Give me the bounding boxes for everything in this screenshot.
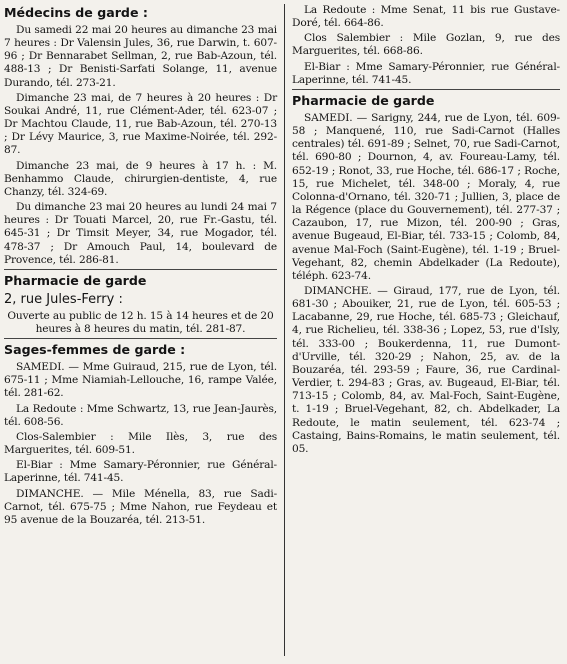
medecins-paragraph: Dimanche 23 mai, de 9 heures à 17 h. : M. Benhammo Claude, chirurgien-dentiste, 4, rue Chanzy, tél. 324-69.	[4, 159, 277, 198]
pharmacie-heading: Pharmacie de garde	[4, 272, 147, 288]
section-divider	[292, 89, 560, 90]
pharmacie-paragraph: SAMEDI. — Sarigny, 244, rue de Lyon, tél. 609-58 ; Manquené, 110, rue Sadi-Carnot (Halles centrales) tél. 691-89 ; Selnet, 70, rue Sadi-Carnot, tél. 690-80 ; Dournon, 4, av. Foureau-Lamy, tél. 652-19 ; Ronot, 33, rue Hoche, tél. 686-17 ; Roche, 15, rue Michelet, tél. 348-00 ; Moraly, 4, rue Colonna-d'Ornano, tél. 320-71 ; Jullien, 3, place de la Régence (place du Gouvernement), tél. 277-37 ; Cazaubon, 17, rue Mizon, tél. 200-90 ; Gras, avenue Bugeaud, El-Biar, tél. 733-15 ; Colomb, 84, avenue Mal-Foch (Saint-Eugène), tél. 1-19 ; Bruel-Vegehant, 82, chemin Abdelkader (La Redoute), téléph. 623-74.	[292, 111, 560, 282]
pharmacie-hours: Ouverte au public de 12 h. 15 à 14 heures et de 20 heures à 8 heures du matin, tél. 281-87.	[7, 309, 274, 335]
medecins-paragraph: Dimanche 23 mai, de 7 heures à 20 heures : Dr Soukai André, 11, rue Clément-Ader, tél. 623-07 ; Dr Machtou Claude, 11, rue Bab-Azoun, tél. 270-13 ; Dr Lévy Maurice, 3, rue Maxime-Noirée, tél. 292-87.	[4, 91, 277, 157]
sages-femmes-paragraph: El-Biar : Mme Samary-Péronnier, rue Général-Laperinne, tél. 741-45.	[292, 60, 560, 86]
sages-femmes-paragraph: La Redoute : Mme Schwartz, 13, rue Jean-Jaurès, tél. 608-56.	[4, 402, 277, 428]
sages-femmes-paragraph: Clos Salembier : Mile Gozlan, 9, rue des Marguerites, tél. 668-86.	[292, 32, 560, 58]
right-column	[292, 4, 560, 458]
sages-femmes-paragraph: El-Biar : Mme Samary-Péronnier, rue Général-Laperinne, tél. 741-45.	[4, 459, 277, 485]
sages-femmes-paragraph: DIMANCHE. — Mile Ménella, 83, rue Sadi-Carnot, tél. 675-75 ; Mme Nahon, rue Feydeau et 95 avenue de la Bouzaréa, tél. 213-51.	[4, 487, 277, 526]
pharmacie-paragraph: DIMANCHE. — Giraud, 177, rue de Lyon, tél. 681-30 ; Abouiker, 21, rue de Lyon, tél. 605-53 ; Lacabanne, 29, rue Hoche, tél. 685-73 ; Gleichauf, 4, rue Richelieu, tél. 338-36 ; Lopez, 53, rue d'Isly, tél. 333-00 ; Boukerdenna, 11, rue Dumont-d'Urville, tél. 320-29 ; Nahon, 25, av. de la Bouzaréa, tél. 293-59 ; Faure, 36, rue Cardinal-Verdier, t. 294-83 ; Gras, av. Bugeaud, El-Biar, tél. 713-15 ; Colomb, 84, av. Mal-Foch, Saint-Eugène, t. 1-19 ; Bruel-Vegehant, 82, ch. Abdelkader, La Redoute, le matin seulement, tél. 623-74 ; Castaing, Bains-Romains, le matin seulement, tél. 05.	[292, 284, 560, 455]
sages-femmes-heading: Sages-femmes de garde :	[4, 342, 186, 358]
left-column	[4, 4, 277, 529]
medecins-paragraph: Du samedi 22 mai 20 heures au dimanche 23 mai 7 heures : Dr Valensin Jules, 36, rue Darwin, t. 607-96 ; Dr Bennarabet Sellman, 2, rue Bab-Azoun, tél. 488-13 ; Dr Benisti-Sarfati Solange, 11, avenue Durando, tél. 273-21.	[4, 24, 277, 89]
sages-femmes-paragraph: La Redoute : Mme Senat, 11 bis rue Gustave-Doré, tél. 664-86.	[292, 4, 560, 30]
pharmacie-heading: Pharmacie de garde	[292, 92, 435, 108]
medecins-heading: Médecins de garde :	[4, 5, 148, 20]
column-rule	[284, 4, 285, 656]
sages-femmes-paragraph: SAMEDI. — Mme Guiraud, 215, rue de Lyon, tél. 675-11 ; Mme Niamiah-Lellouche, 16, rampe Valée, tél. 281-62.	[4, 361, 277, 400]
medecins-paragraph: Du dimanche 23 mai 20 heures au lundi 24 mai 7 heures : Dr Touati Marcel, 20, rue Fr.-Gastu, tél. 645-31 ; Dr Timsit Meyer, 34, rue Mogador, tél. 478-37 ; Dr Amouch Paul, 14, boulevard de Provence, tél. 286-81.	[4, 201, 277, 266]
sages-femmes-paragraph: Clos-Salembier : Mile Ilès, 3, rue des Marguerites, tél. 609-51.	[4, 430, 277, 457]
section-divider	[4, 338, 277, 339]
section-divider	[4, 269, 277, 270]
pharmacie-address: 2, rue Jules-Ferry :	[4, 291, 123, 307]
